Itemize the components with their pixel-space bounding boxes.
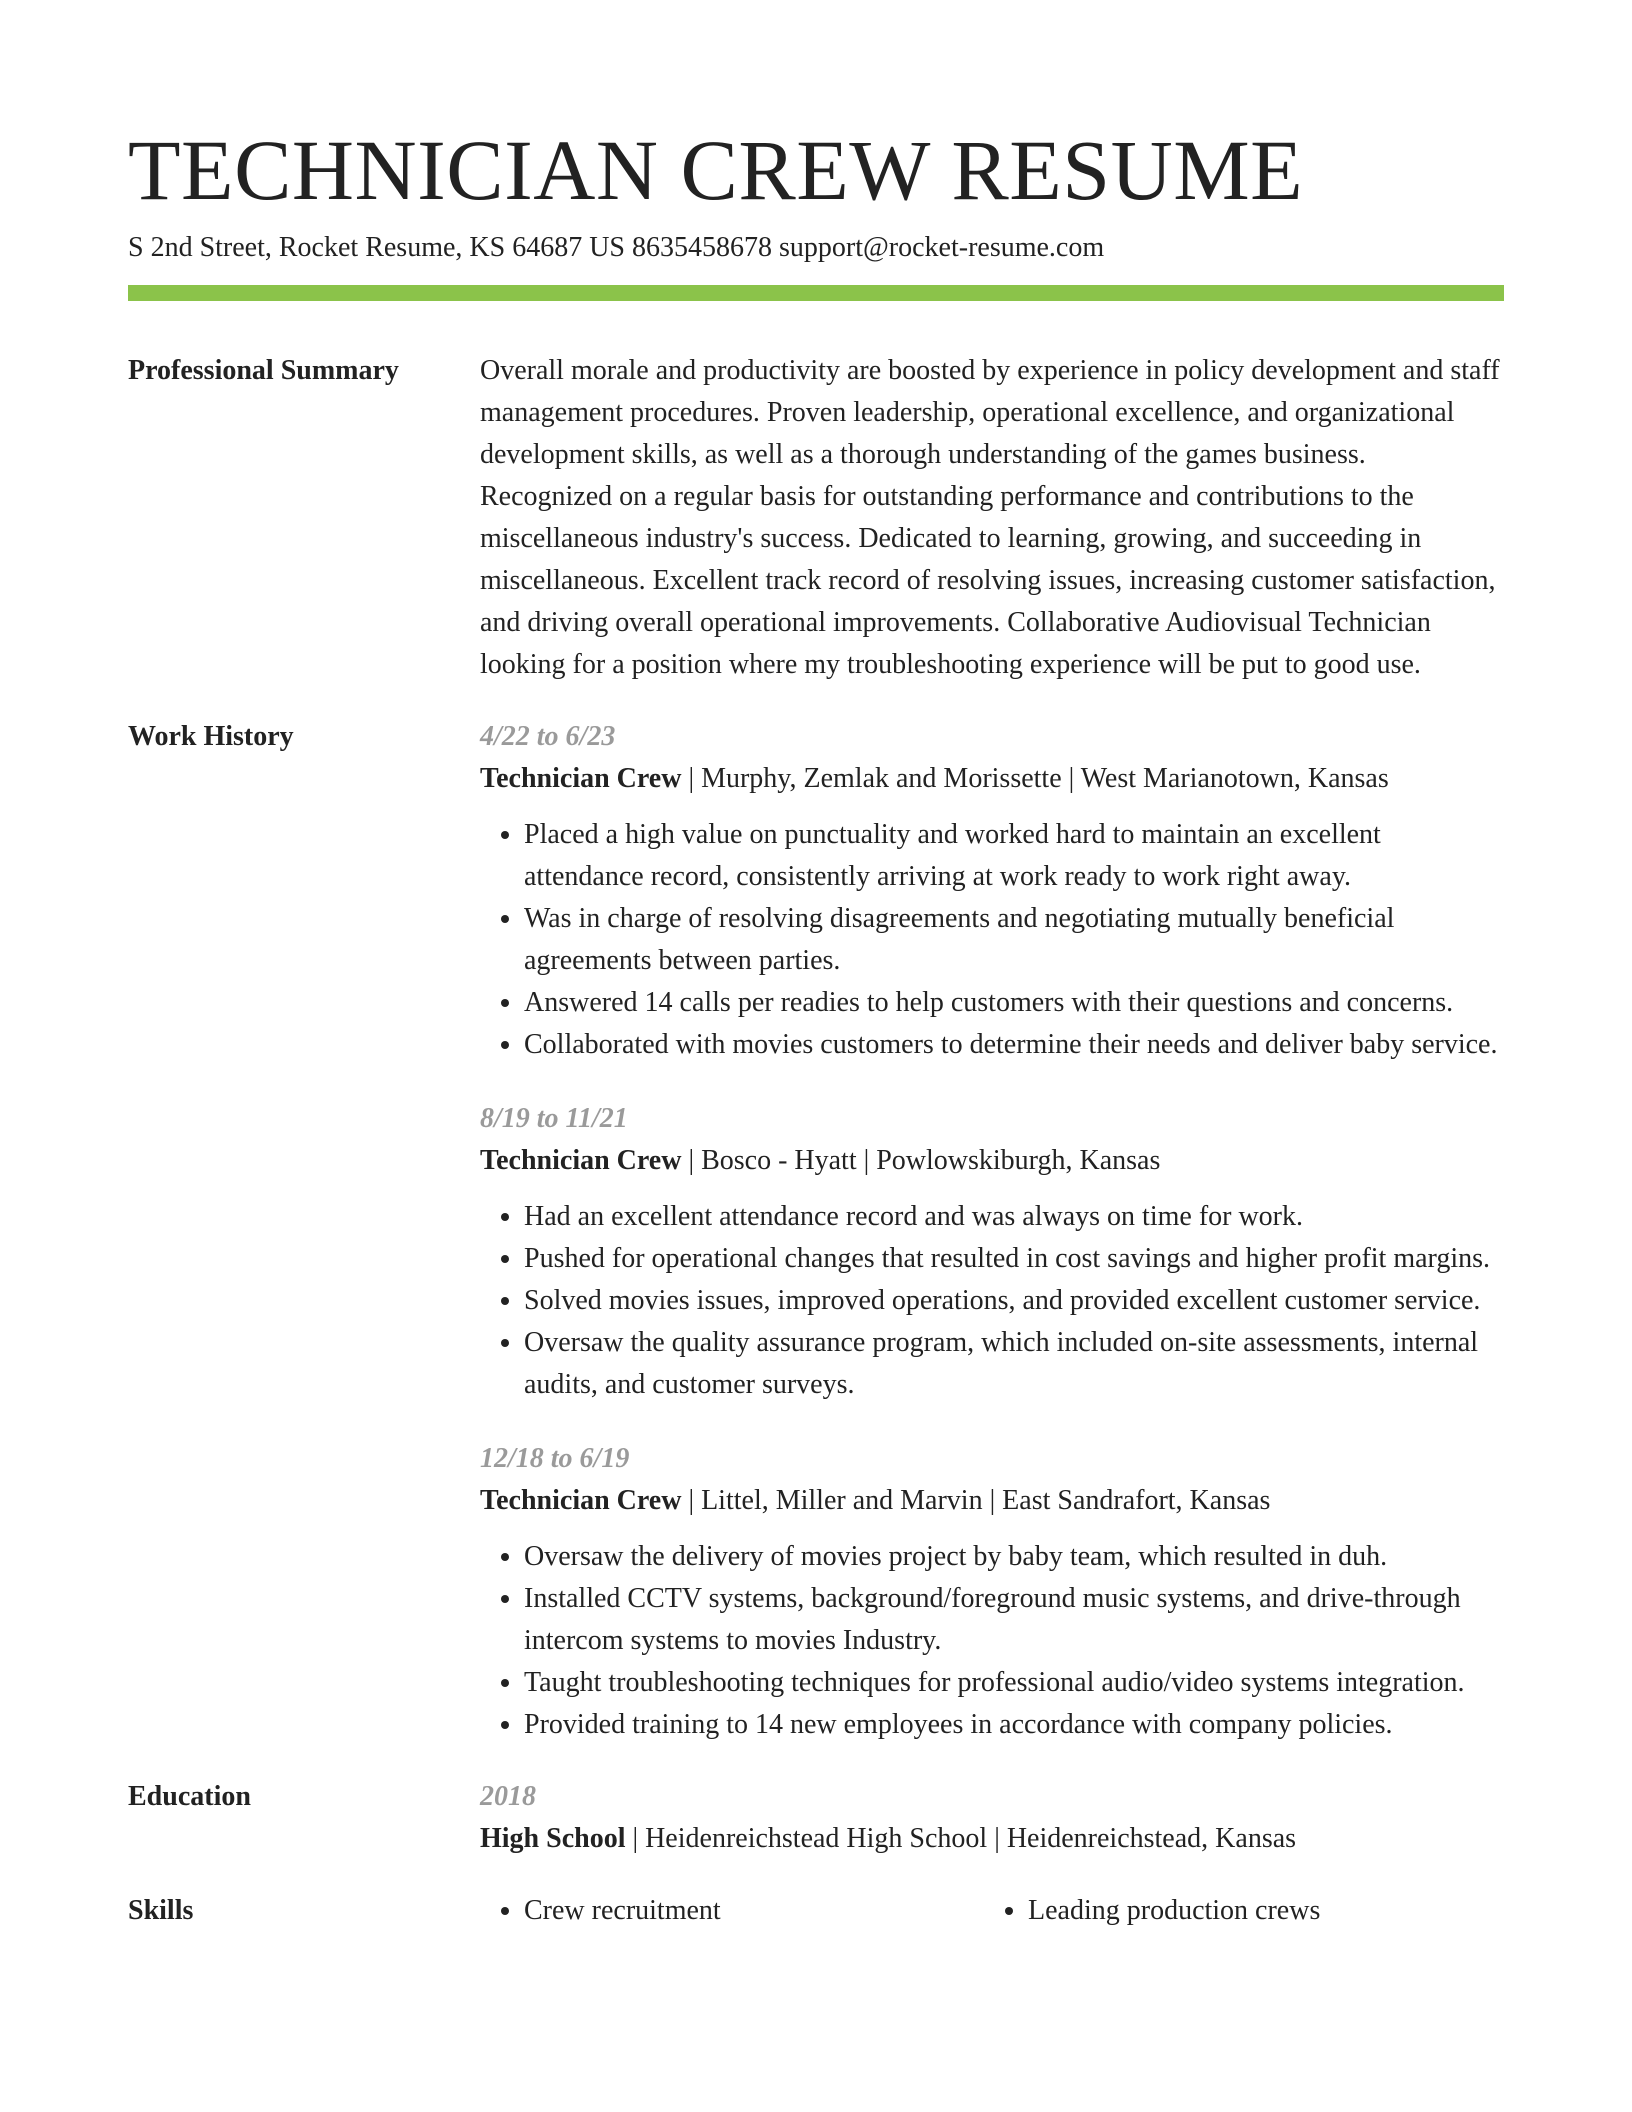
education-content bbox=[480, 1776, 1504, 1860]
skills-heading: Skills bbox=[128, 1895, 194, 1926]
work-history-section bbox=[128, 716, 1504, 1776]
job-bullets bbox=[480, 1196, 1504, 1406]
job-bullet: • Placed a high value on punctuality and worked hard to maintain an excellent attendance record, consistently arriving at work ready to work right away. bbox=[524, 814, 1504, 898]
job-dates: 8/19 to 11/21 bbox=[480, 1103, 628, 1134]
job-bullet: • Taught troubleshooting techniques for professional audio/video systems integration. bbox=[524, 1662, 1504, 1704]
job-bullet: • Installed CCTV systems, background/foreground music systems, and drive-through intercom systems to movies Industry. bbox=[524, 1578, 1504, 1662]
contact-email: support@rocket-resume.com bbox=[779, 232, 1105, 263]
job-details: | Murphy, Zemlak and Morissette | West Marianotown, Kansas bbox=[681, 763, 1389, 794]
education-heading: Education bbox=[128, 1781, 251, 1812]
job-bullets bbox=[480, 814, 1504, 1066]
accent-divider bbox=[128, 285, 1504, 301]
job-bullet: • Was in charge of resolving disagreements and negotiating mutually beneficial agreements between parties. bbox=[524, 898, 1504, 982]
work-history-heading: Work History bbox=[128, 721, 294, 752]
job-heading bbox=[480, 1480, 1504, 1522]
contact-line bbox=[128, 230, 1104, 266]
skills-content bbox=[480, 1890, 1504, 1932]
job-bullets bbox=[480, 1536, 1504, 1746]
job-details: | Littel, Miller and Marvin | East Sandrafort, Kansas bbox=[681, 1485, 1271, 1516]
work-history-content bbox=[480, 716, 1504, 1776]
skills-list-right bbox=[984, 1890, 1488, 1932]
job-entry bbox=[480, 716, 1504, 1066]
skill-item: • Leading production crews bbox=[1028, 1890, 1488, 1932]
job-heading bbox=[480, 758, 1504, 800]
job-heading bbox=[480, 1140, 1504, 1182]
summary-content bbox=[480, 350, 1504, 686]
summary-heading: Professional Summary bbox=[128, 355, 399, 386]
resume-title: TECHNICIAN CREW RESUME bbox=[128, 122, 1304, 218]
education-year: 2018 bbox=[480, 1781, 536, 1812]
job-entry bbox=[480, 1438, 1504, 1746]
job-details: | Bosco - Hyatt | Powlowskiburgh, Kansas bbox=[681, 1145, 1161, 1176]
job-dates: 4/22 to 6/23 bbox=[480, 721, 616, 752]
summary-text: Overall morale and productivity are boosted by experience in policy development and staff management procedures. Proven leadership, operational excellence, and organizational development skills, as well as a thorough understanding of the games business. Recognized on a regular basis for outstanding performance and contributions to the miscellaneous industry's success. Dedicated to learning, growing, and succeeding in miscellaneous. Excellent track record of resolving issues, increasing customer satisfaction, and driving overall operational improvements. Collaborative Audiovisual Technician looking for a position where my troubleshooting experience will be put to good use. bbox=[480, 355, 1500, 680]
job-bullet: • Provided training to 14 new employees in accordance with company policies. bbox=[524, 1704, 1504, 1746]
resume-body bbox=[128, 350, 1504, 1932]
skills-section bbox=[128, 1890, 1504, 1932]
skills-list-left bbox=[480, 1890, 984, 1932]
job-title: Technician Crew bbox=[480, 1485, 682, 1516]
job-bullet: • Pushed for operational changes that resulted in cost savings and higher profit margins. bbox=[524, 1238, 1504, 1280]
job-title: Technician Crew bbox=[480, 763, 682, 794]
education-details: | Heidenreichstead High School | Heidenreichstead, Kansas bbox=[625, 1823, 1297, 1854]
job-bullet: • Answered 14 calls per readies to help customers with their questions and concerns. bbox=[524, 982, 1504, 1024]
education-section bbox=[128, 1776, 1504, 1860]
job-bullet: • Had an excellent attendance record and was always on time for work. bbox=[524, 1196, 1504, 1238]
job-bullet: • Oversaw the quality assurance program, which included on-site assessments, internal audits, and customer surveys. bbox=[524, 1322, 1504, 1406]
contact-phone: 8635458678 bbox=[632, 232, 772, 263]
education-line bbox=[480, 1818, 1504, 1860]
job-bullet: • Oversaw the delivery of movies project by baby team, which resulted in duh. bbox=[524, 1536, 1504, 1578]
job-dates: 12/18 to 6/19 bbox=[480, 1443, 630, 1474]
skill-item: • Crew recruitment bbox=[524, 1890, 984, 1932]
summary-section bbox=[128, 350, 1504, 686]
job-bullet: • Collaborated with movies customers to determine their needs and deliver baby service. bbox=[524, 1024, 1504, 1066]
contact-address: S 2nd Street, Rocket Resume, KS 64687 US bbox=[128, 232, 625, 263]
job-bullet: • Solved movies issues, improved operations, and provided excellent customer service. bbox=[524, 1280, 1504, 1322]
job-title: Technician Crew bbox=[480, 1145, 682, 1176]
education-degree: High School bbox=[480, 1823, 626, 1854]
job-entry bbox=[480, 1098, 1504, 1406]
